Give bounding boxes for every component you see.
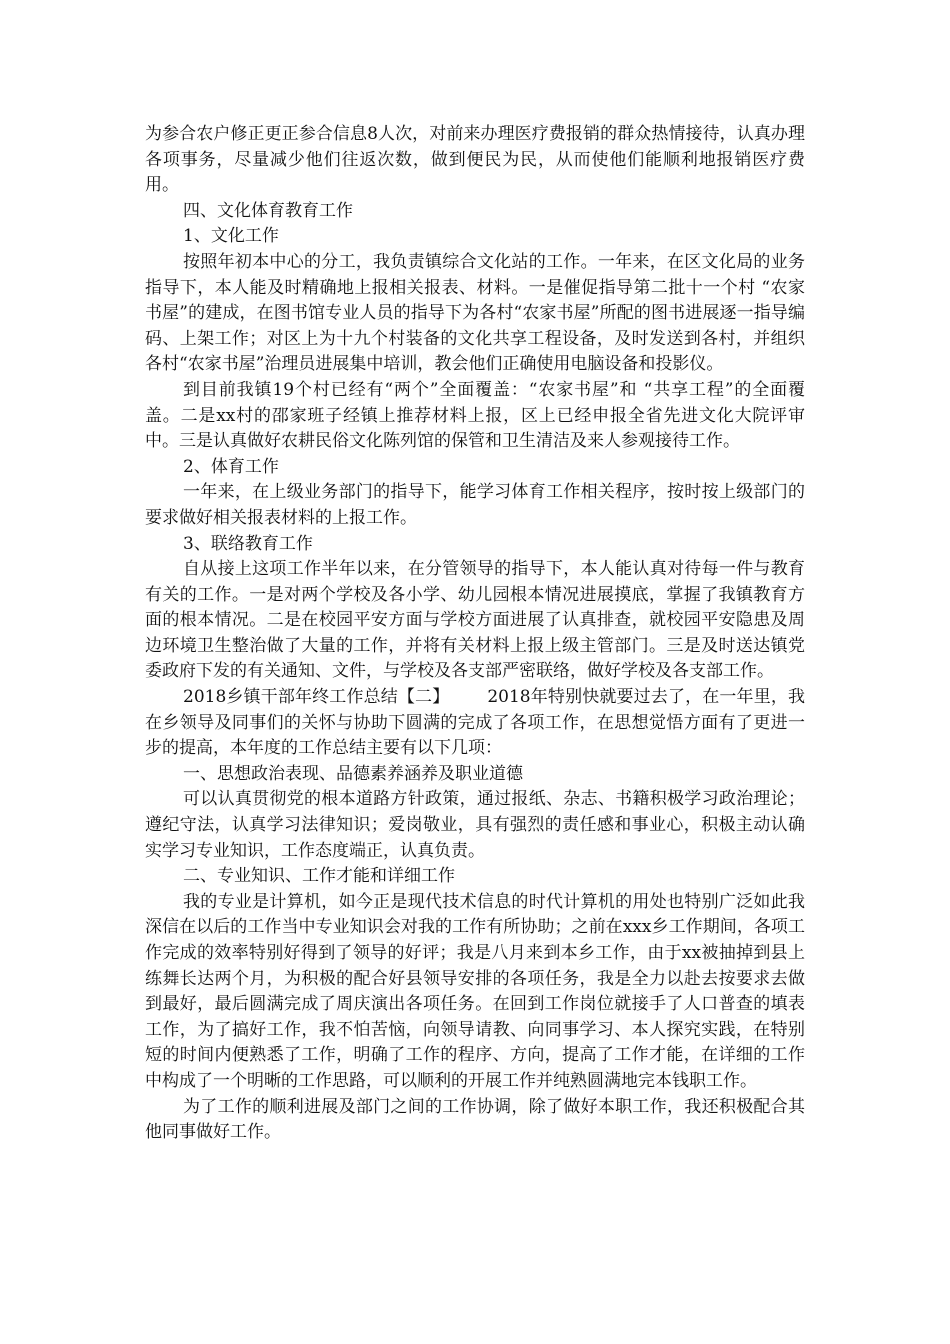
paragraph-professional-knowledge: 我的专业是计算机，如今正是现代技术信息的时代计算机的用处也特别广泛如此我深信在以后的工作当中专业知识会对我的工作有所协助；之前在xxx乡工作期间，各项工作完成的效率特别好得到了领导的好评；我是八月来到本乡工作，由于xx被抽掉到县上练舞长达两个月，为积极的配合好县领导安排的各项任务，我是全力以赴去按要求去做到最好，最后圆满完成了周庆演出各项任务。在回到工作岗位就接手了人口普查的填表工作，为了搞好工作，我不怕苦恼，向领导请教、向同事学习、本人探究实践，在特别短的时间内便熟悉了工作，明确了工作的程序、方向，提高了工作才能，在详细的工作中构成了一个明晰的工作思路，可以顺利的开展工作并纯熟圆满地完本钱职工作。 bbox=[145, 891, 805, 1091]
document-page bbox=[145, 122, 805, 1146]
section-heading: 2018乡镇干部年终工作总结【二】 bbox=[183, 687, 450, 708]
section-intro: 2018年特别快就要过去了，在一年里，我在乡领导及同事们的关怀与协助下圆满的完成了各项工作，在思想觉悟方面有了更进一步的提高，本年度的工作总结主要有以下几项： bbox=[145, 687, 806, 759]
paragraph-culture-work: 按照年初本中心的分工，我负责镇综合文化站的工作。一年来，在区文化局的业务指导下，本人能及时精确地上报相关报表、材料。一是催促指导第二批十一个村 “农家书屋”的建成，在图书馆专业人员的指导下为各村“农家书屋”所配的图书进展逐一指导编码、上架工作；对区上为十九个村装备的文化共享工程设备，及时发送到各村，并组织各村“农家书屋”治理员进展集中培训，教会他们正确使用电脑设备和投影仪。 bbox=[145, 251, 805, 375]
paragraph-summary-two bbox=[145, 685, 805, 762]
paragraph-coverage: 到目前我镇19个村已经有“两个”全面覆盖：“农家书屋”和 “共享工程”的全面覆盖。二是xx村的邵家班子经镇上推荐材料上报，区上已经申报全省先进文化大院评审中。三是认真做好农耕民俗文化陈列馆的保管和卫生清洁及来人参观接待工作。 bbox=[145, 379, 805, 452]
paragraph-education-liaison: 自从接上这项工作半年以来，在分管领导的指导下，本人能认真对待每一件与教育有关的工作。一是对两个学校及各小学、幼儿园根本情况进展摸底，掌握了我镇教育方面的根本情况。二是在校园平安方面与学校方面进展了认真排查，就校园平安隐患及周边环境卫生整治做了大量的工作，并将有关材料上报上级主管部门。三是及时送达镇党委政府下发的有关通知、文件，与学校及各支部严密联络，做好学校及各支部工作。 bbox=[145, 559, 805, 682]
heading-culture-work: 1、文化工作 bbox=[183, 226, 279, 247]
heading-political-performance: 一、思想政治表现、品德素养涵养及职业道德 bbox=[183, 763, 523, 784]
paragraph-cooperation: 为了工作的顺利进展及部门之间的工作协调，除了做好本职工作，我还积极配合其他同事做好工作。 bbox=[145, 1096, 805, 1143]
heading-professional-knowledge: 二、专业知识、工作才能和详细工作 bbox=[183, 866, 455, 887]
paragraph-sports-work: 一年来，在上级业务部门的指导下，能学习体育工作相关程序，按时按上级部门的要求做好相关报表材料的上报工作。 bbox=[145, 482, 805, 528]
paragraph-political-performance: 可以认真贯彻党的根本道路方针政策，通过报纸、杂志、书籍积极学习政治理论；遵纪守法，认真学习法律知识；爱岗敬业，具有强烈的责任感和事业心，积极主动认确实学习专业知识，工作态度端正，认真负责。 bbox=[145, 789, 805, 861]
heading-culture-sports-education: 四、文化体育教育工作 bbox=[183, 200, 353, 221]
heading-education-liaison: 3、联络教育工作 bbox=[183, 533, 313, 554]
paragraph-reimbursement: 为参合农户修正更正参合信息8人次，对前来办理医疗费报销的群众热情接待，认真办理各项事务，尽量减少他们往返次数，做到便民为民，从而使他们能顺利地报销医疗费用。 bbox=[145, 124, 805, 196]
heading-sports-work: 2、体育工作 bbox=[183, 456, 279, 477]
